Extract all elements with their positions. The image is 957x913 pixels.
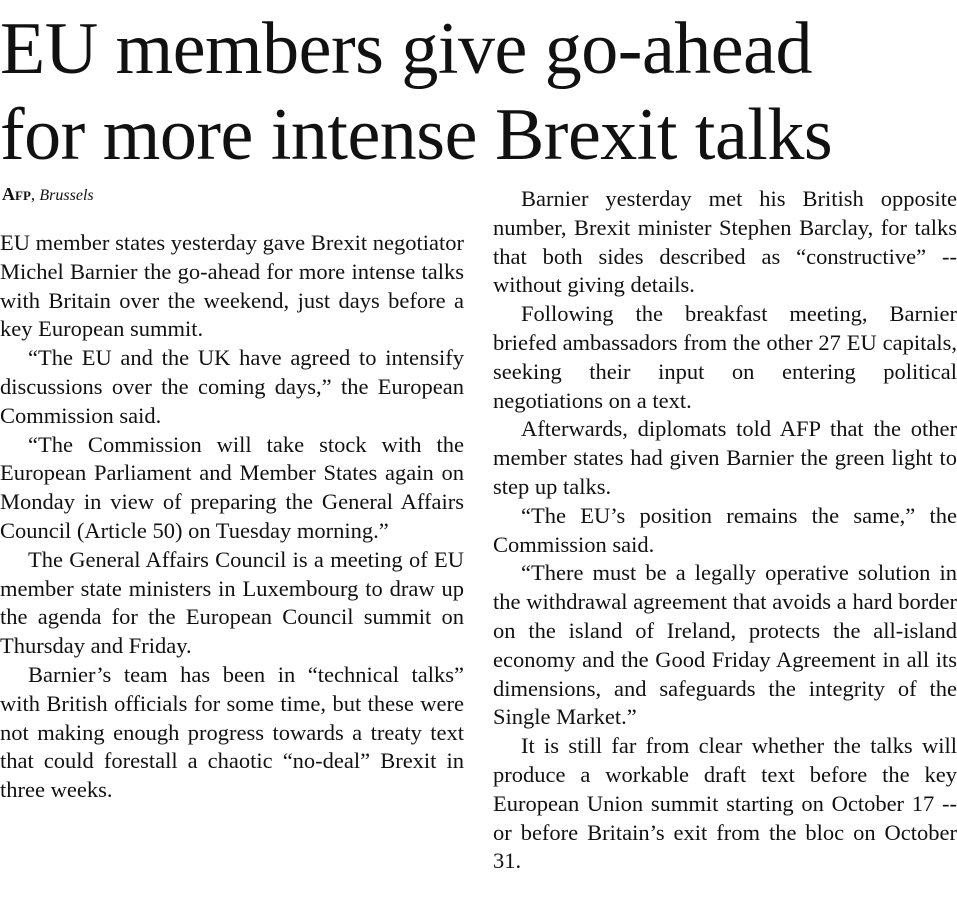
paragraph: Afterwards, diplomats told AFP that the other member states had given Barnier the green light to step up talks.: [493, 416, 957, 499]
paragraph: It is still far from clear whether the talks will produce a workable draft text before the key European Union summit starting on October 17 -- or before Britain’s exit from the bloc on October 31.: [493, 733, 957, 874]
paragraph: Barnier yesterday met his British opposite number, Brexit minister Stephen Barclay, for talks that both sides described as “constructive” -- without giving details.: [493, 186, 957, 298]
article-column-right: [493, 185, 957, 913]
byline: [2, 183, 94, 207]
paragraph: EU member states yesterday gave Brexit negotiator Michel Barnier the go-ahead for more intense talks with Britain over the weekend, just days before a key European summit.: [0, 230, 464, 342]
paragraph: Barnier’s team has been in “technical talks” with British officials for some time, but these were not making enough progress towards a treaty text that could forestall a chaotic “no-deal” Brexit in three weeks.: [0, 661, 464, 803]
byline-agency: Afp: [2, 184, 31, 204]
byline-location: Brussels: [39, 187, 94, 204]
article-column-left: [0, 229, 464, 913]
headline-line-1: EU members give go-ahead: [0, 8, 812, 90]
paragraph: “The EU’s position remains the same,” the Commission said.: [493, 502, 957, 557]
paragraph: “There must be a legally operative solution in the withdrawal agreement that avoids a hard border on the island of Ireland, protects the all-island economy and the Good Friday Agreement in all its dimensions, and safeguards the integrity of the Single Market.”: [493, 560, 957, 730]
headline: [0, 6, 957, 178]
byline-separator: ,: [30, 185, 36, 204]
paragraph: Following the breakfast meeting, Barnier briefed ambassadors from the other 27 EU capitals, seeking their input on entering political negotiations on a text.: [493, 301, 957, 413]
paragraph: “The EU and the UK have agreed to intensify discussions over the coming days,” the European Commission said.: [0, 345, 464, 428]
paragraph: The General Affairs Council is a meeting of EU member state ministers in Luxembourg to draw up the agenda for the European Council summit on Thursday and Friday.: [0, 546, 464, 659]
headline-line-2: for more intense Brexit talks: [0, 94, 833, 176]
paragraph: “The Commission will take stock with the European Parliament and Member States again on Monday in view of preparing the General Affairs Council (Article 50) on Tuesday morning.”: [0, 431, 464, 543]
